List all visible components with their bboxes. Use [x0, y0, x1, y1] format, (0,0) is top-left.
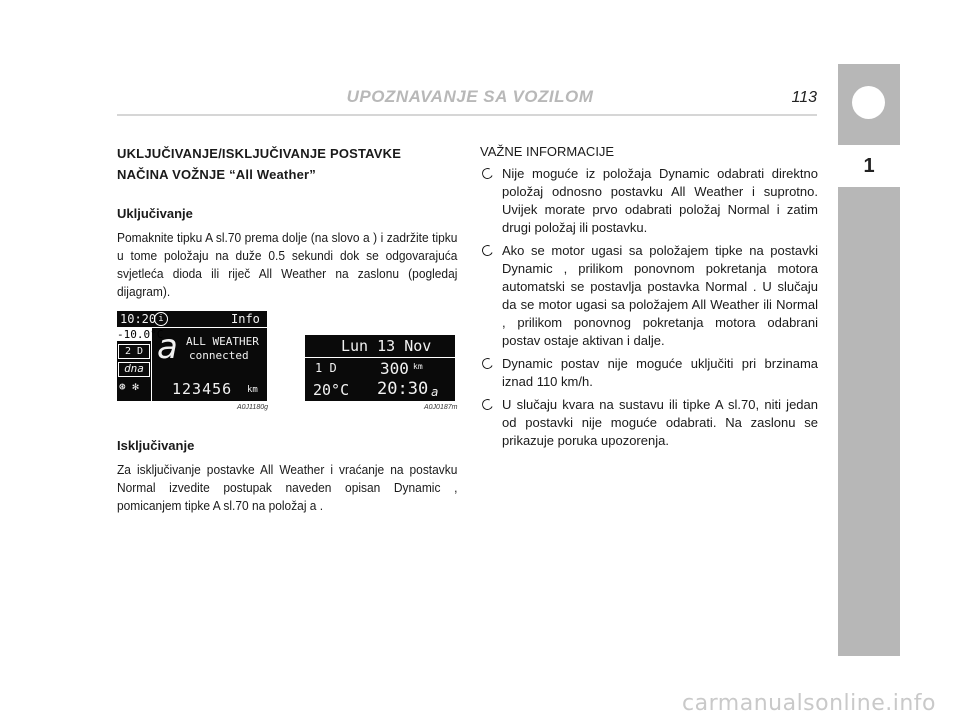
display-gear: 2 D [118, 344, 150, 359]
left-column [117, 143, 467, 301]
display-info-label: Info [231, 312, 260, 326]
display-odometer-unit: km [247, 385, 258, 395]
figure-code-left: A0J1180g [237, 404, 269, 411]
note-item [480, 355, 818, 391]
left-column-lower [117, 437, 467, 515]
section-heading [117, 143, 467, 185]
enable-heading: Uključivanje [117, 206, 193, 221]
notes-title: VAŽNE INFORMACIJE [480, 144, 615, 159]
figure-code-right: A0J0187m [424, 404, 458, 411]
chapter-circle-icon [852, 86, 885, 119]
header-divider [117, 114, 817, 116]
note-text: Nije moguće iz položaja Dynamic odabrati direktno položaj odnosno postavku All Weather i suprotno. Uvijek morate prvo odabrati položaj Normal i zatim drugi položaj ili postavku. [502, 166, 818, 235]
disable-text: Za isključivanje postavke All Weather i vraćanje na postavku Normal izvedite postupak naveden opisan Dynamic , pomicanjem tipke A sl.70 na položaj a . [117, 462, 458, 513]
enable-text: Pomaknite tipku A sl.70 prema dolje (na slovo a ) i zadržite tipku u tome položaju na duže 0.5 sekundi dok se odgovarajuća svjetleća dioda ili riječ All Weather na zaslonu (pogledaj dijagram). [117, 230, 458, 299]
notes-list [480, 165, 818, 450]
page-number: 113 [791, 89, 817, 106]
bullet-icon [480, 397, 494, 411]
dna-icon: dna [118, 362, 150, 377]
display-odometer: 123456 [172, 380, 233, 398]
display-mode-line2: connected [189, 349, 249, 362]
note-item [480, 165, 818, 237]
bullet-icon [480, 356, 494, 370]
chapter-number: 1 [838, 145, 900, 187]
chapter-tab-top [838, 64, 900, 143]
display-top-bar [117, 311, 267, 328]
instrument-display-allweather [117, 311, 267, 401]
display-mode-line1: ALL WEATHER [186, 335, 259, 348]
display-temperature: -10.0°C [117, 328, 164, 341]
display-status-column [117, 328, 164, 401]
display-range-unit: km [413, 362, 423, 371]
disable-heading: Isključivanje [117, 438, 195, 453]
display-time: 10:20 [120, 312, 157, 326]
right-column [480, 143, 818, 455]
info-icon: i [154, 312, 168, 326]
section-heading-line2: NAČINA VOŽNJE “All Weather” [117, 167, 316, 182]
instrument-display-standard [305, 335, 455, 401]
display-gear: 1 D [315, 361, 337, 375]
note-text: Ako se motor ugasi sa položajem tipke na postavki Dynamic , prilikom ponovnom pokretanja motora automatski se postavlja postavka Normal . U slučaju da se motor ugasi sa položajem All Weather ili Normal , prilikom ponovnog pokretanja motora odabrani postav ostaje aktivan i dalje. [502, 243, 818, 348]
section-heading-line1: UKLJUČIVANJE/ISKLJUČIVANJE POSTAVKE [117, 146, 402, 161]
note-item [480, 396, 818, 450]
note-text: U slučaju kvara na sustavu ili tipke A sl.70, niti jedan od postavki nije moguće odabrati. Na zaslonu se prikazuje poruka upozorenja. [502, 397, 818, 448]
mode-letter-icon: a [157, 327, 178, 367]
chapter-side-tab [838, 64, 900, 656]
display-temperature: 20°C [313, 381, 350, 399]
display-divider [305, 357, 455, 358]
mode-letter-icon: a [431, 385, 439, 399]
bullet-icon [480, 166, 494, 180]
site-watermark: carmanualsonline.info [682, 691, 936, 716]
display-range: 300 [380, 359, 409, 378]
seat-icon: ⊛ ✻ [119, 380, 139, 393]
note-text: Dynamic postav nije moguće uključiti pri brzinama iznad 110 km/h. [502, 356, 818, 389]
display-time: 20:30 [377, 379, 429, 399]
display-date: Lun 13 Nov [341, 337, 432, 355]
note-item [480, 242, 818, 350]
bullet-icon [480, 243, 494, 257]
page-header-title: UPOZNAVANJE SA VOZILOM [346, 87, 594, 106]
